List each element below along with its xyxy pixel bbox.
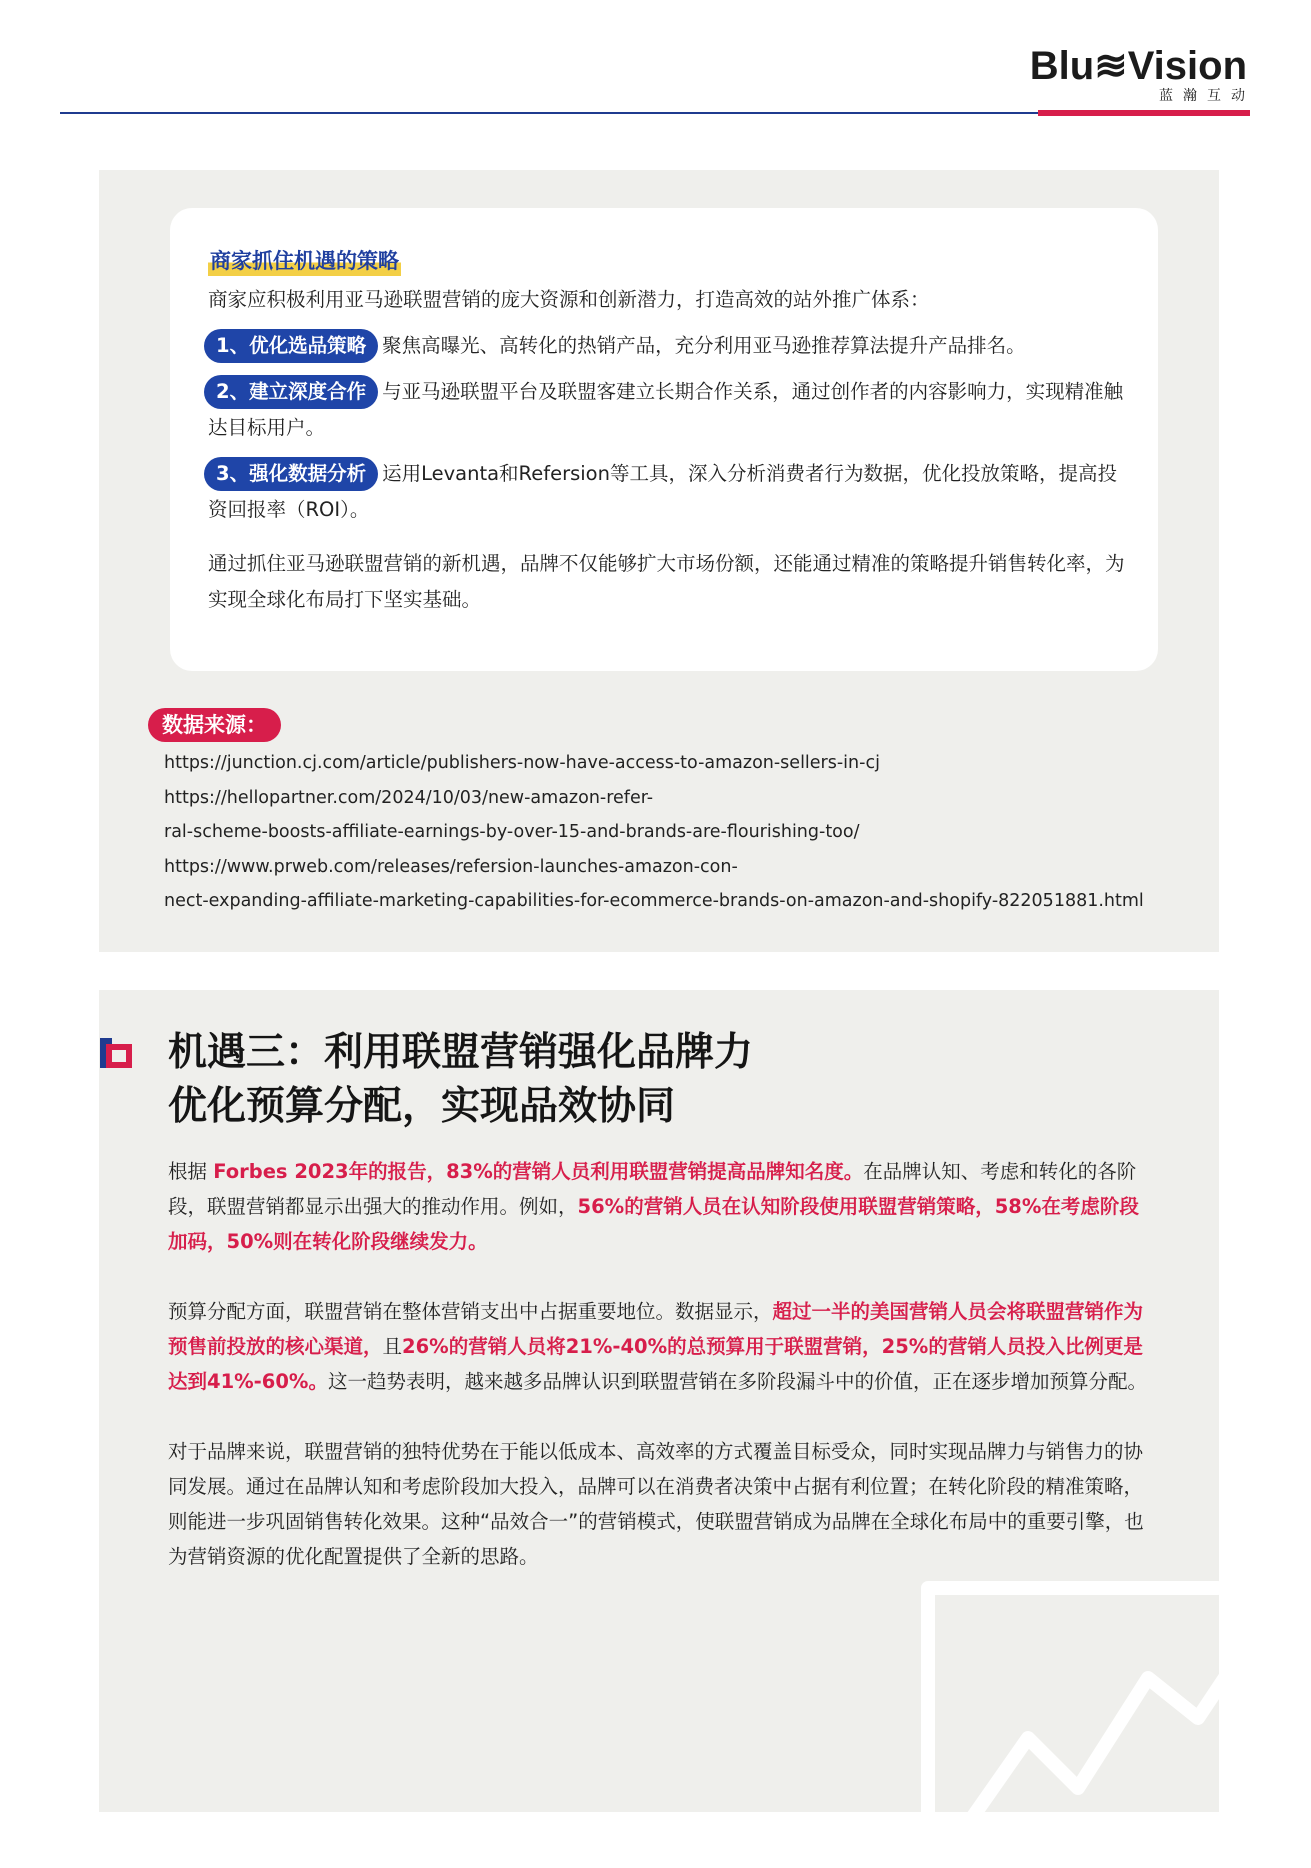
text-span: 这一趋势表明，越来越多品牌认识到联盟营销在多阶段漏斗中的价值，正在逐步增加预算分配。 xyxy=(327,1370,1147,1393)
strategy-item xyxy=(208,328,1128,364)
highlight-text: Forbes 2023年的报告，83%的营销人员利用联盟营销提高品牌知名度。 xyxy=(213,1160,864,1183)
source-line[interactable]: nect-expanding-affiliate-marketing-capabilities-for-ecommerce-brands-on-amazon-and-shopify-822051881.html xyxy=(164,891,1144,911)
text-span: 预算分配方面，联盟营销在整体营销支出中占据重要地位。数据显示， xyxy=(168,1300,773,1323)
section3-title-line1: 机遇三：利用联盟营销强化品牌力 xyxy=(168,1030,754,1075)
section3-title xyxy=(168,1026,753,1134)
text-span: 且 xyxy=(382,1335,403,1358)
growth-chart-icon xyxy=(898,1568,1278,1868)
text-span: 根据 xyxy=(168,1160,214,1183)
highlight-text: 56%的营销人员在认知阶段使用联盟营销策略，58%在考虑阶段加码，50%则在转化阶段继续发力。 xyxy=(168,1195,1139,1253)
strategy-text-2: 与亚马逊联盟平台及联盟客建立长期合作关系，通过创作者的内容影响力，实现精准触达目标用户。 xyxy=(208,380,1124,439)
brand-logo xyxy=(1029,44,1255,104)
logo-subtitle: 蓝瀚互动 xyxy=(1159,88,1255,104)
strategy-item xyxy=(208,456,1128,528)
paragraph-forbes xyxy=(168,1154,1158,1259)
highlight-text: 26%的营销人员将21%-40%的总预算用于联盟营销，25%的营销人员投入比例更是达到41%-60%。 xyxy=(168,1335,1143,1393)
section-mark-icon xyxy=(100,1036,138,1074)
strategy-conclusion: 通过抓住亚马逊联盟营销的新机遇，品牌不仅能够扩大市场份额，还能通过精准的策略提升销售转化率，为实现全球化布局打下坚实基础。 xyxy=(208,552,1125,611)
paragraph-brand: 对于品牌来说，联盟营销的独特优势在于能以低成本、高效率的方式覆盖目标受众，同时实现品牌力与销售力的协同发展。通过在品牌认知和考虑阶段加大投入，品牌可以在消费者决策中占据有利位置；在转化阶段的精准策略，则能进一步巩固销售转化效果。这种“品效合一”的营销模式，使联盟营销成为品牌在全球化布局中的重要引擎，也为营销资源的优化配置提供了全新的思路。 xyxy=(168,1440,1144,1568)
header-divider-red xyxy=(1038,110,1250,116)
source-line[interactable]: https://www.prweb.com/releases/refersion-launches-amazon-con- xyxy=(164,856,738,877)
strategy-label-3: 3、强化数据分析 xyxy=(204,457,378,491)
sources-list xyxy=(164,746,1184,919)
sources-label: 数据来源： xyxy=(148,708,281,742)
section3-body xyxy=(168,1154,1158,1609)
paragraph-budget xyxy=(168,1294,1158,1399)
highlight-text: 超过一半的美国营销人员会将联盟营销作为预售前投放的核心渠道， xyxy=(168,1300,1144,1358)
strategy-label-2: 2、建立深度合作 xyxy=(204,375,378,409)
logo-text: Blu≋Vision xyxy=(1029,44,1247,88)
header-divider-blue xyxy=(60,112,1038,114)
strategy-item xyxy=(208,374,1128,446)
source-line[interactable]: ral-scheme-boosts-affiliate-earnings-by-over-15-and-brands-are-flourishing-too/ xyxy=(164,822,860,842)
strategy-label-1: 1、优化选品策略 xyxy=(204,329,378,363)
strategy-intro: 商家应积极利用亚马逊联盟营销的庞大资源和创新潜力，打造高效的站外推广体系： xyxy=(208,288,930,311)
text-span: 在品牌认知、考虑和转化的各阶段，联盟营销都显示出强大的推动作用。例如， xyxy=(168,1160,1137,1218)
strategy-card xyxy=(170,208,1158,671)
strategy-title: 商家抓住机遇的策略 xyxy=(208,246,401,276)
strategy-text-1: 聚焦高曝光、高转化的热销产品，充分利用亚马逊推荐算法提升产品排名。 xyxy=(382,334,1026,357)
source-line[interactable]: https://junction.cj.com/article/publishers-now-have-access-to-amazon-sellers-in-cj xyxy=(164,753,880,773)
source-line[interactable]: https://hellopartner.com/2024/10/03/new-amazon-refer- xyxy=(164,787,654,808)
strategy-text-3: 运用Levanta和Refersion等工具，深入分析消费者行为数据，优化投放策略，提高投资回报率（ROI）。 xyxy=(208,462,1117,521)
section3-title-line2: 优化预算分配，实现品效协同 xyxy=(168,1084,676,1129)
